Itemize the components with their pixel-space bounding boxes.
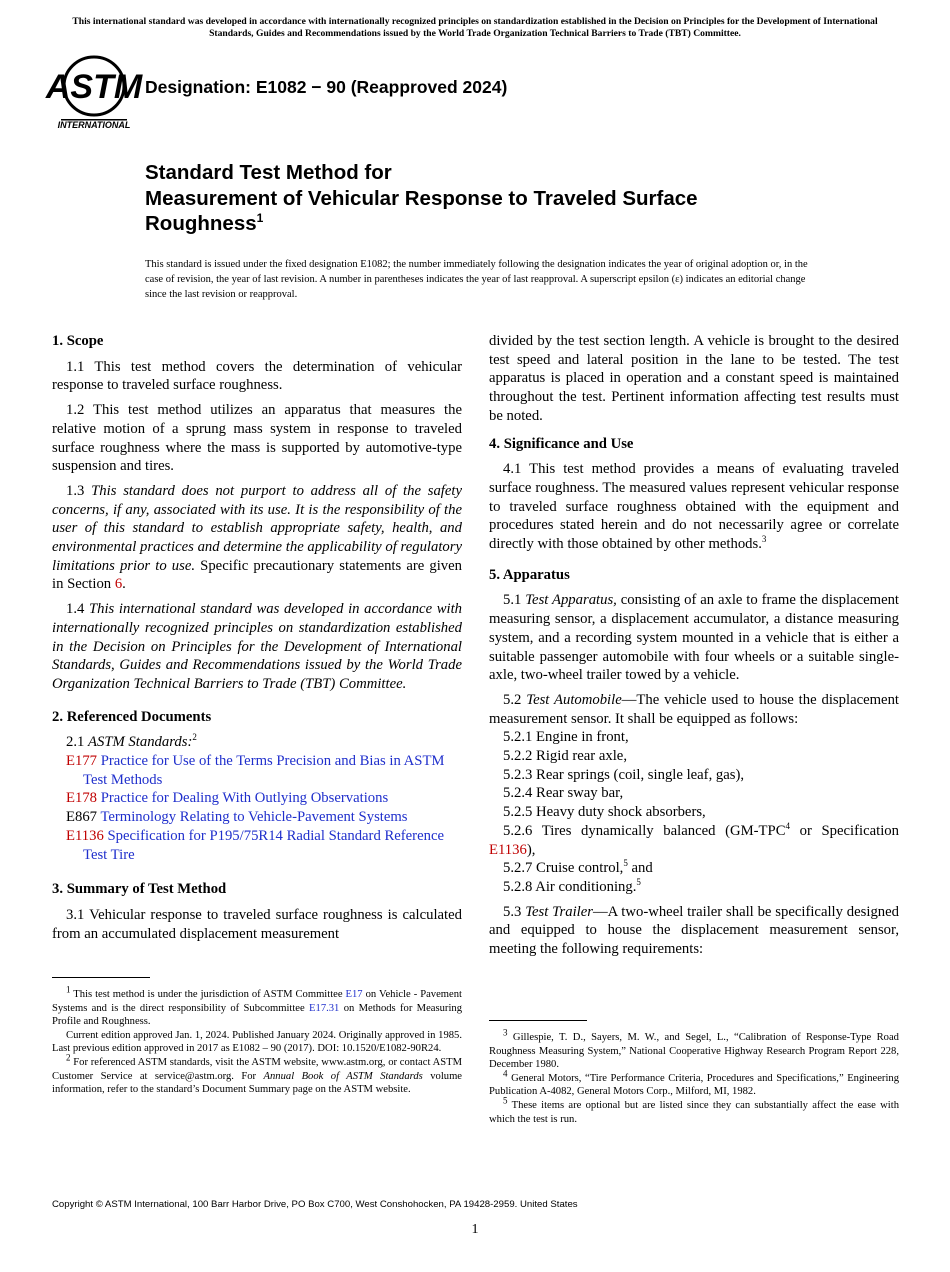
e17-31-link[interactable]: E17.31 <box>309 1002 340 1014</box>
left-column <box>52 332 462 949</box>
page-title <box>145 160 845 237</box>
page-number: 1 <box>471 1222 479 1237</box>
issuance-statement: This standard is issued under the fixed designation E1082; the number immediately following the designation indicates the year of original adoption or, in the case of revision, the year of last revision. A number in parentheses indicates the year of last reapproval. A superscript epsilon (ε) indicates an editorial change since the last revision or reapproval. <box>145 259 808 300</box>
footnotes-left <box>52 984 463 1097</box>
item-5-2-5: 5.2.5 Heavy duty shock absorbers, <box>503 804 706 821</box>
para-1-2: 1.2 This test method utilizes an apparatus that measures the relative motion of a sprung mass system in response to traveled surface roughness where the mass is supported by automotive-type suspension and tires. <box>52 402 462 475</box>
ref-e178[interactable]: E178 Practice for Dealing With Outlying Observations <box>66 790 389 807</box>
section-2-heading: 2. Referenced Documents <box>52 708 212 725</box>
para-5-3: 5.3 Test Trailer—A two-wheel trailer shall be specifically designed and equipped to house the displacement measurement sensor, meeting the following requirements: <box>489 903 900 958</box>
item-5-2-1: 5.2.1 Engine in front, <box>503 729 629 746</box>
para-2-1: 2.1 ASTM Standards:$^2$ <box>66 732 197 751</box>
section-6-link[interactable]: 6 <box>114 576 123 593</box>
copyright-notice: Copyright © ASTM International, 100 Barr Harbor Drive, PO Box C700, West Conshohocken, PA 19428-2959. United States <box>52 1199 578 1210</box>
para-1-1: 1.1 This test method covers the determination of vehicular response to traveled surface roughness. <box>52 358 462 394</box>
para-1-4: 1.4 This international standard was developed in accordance with internationally recognized principles on standardization established in the Decision on Principles for the Development of International Standards, Guides and Recommendations issued by the World Trade Organization Technical Barriers to Trade (TBT) Committee. <box>52 601 462 692</box>
para-5-2: 5.2 Test Automobile—The vehicle used to house the displacement measurement sensor. It shall be equipped as follows: <box>489 691 899 727</box>
standard-notice: This international standard was developed in accordance with internationally recognized principles on standardization established in the Decision on Principles for the Development of International Standards, Guides and Recommendations issued by the World Trade Organization Technical Barriers to Trade (TBT) Committee. <box>72 16 878 39</box>
footnote-2: $^2$ For referenced ASTM standards, visit the ASTM website, www.astm.org, or contact ASTM Customer Service at service@astm.org. For Annual Book of ASTM Standards volume information, refer to the standard’s Document Summary page on the ASTM website. <box>52 1052 463 1096</box>
item-5-2-6: 5.2.6 Tires dynamically balanced (GM-TPC$^4$ or Specification E1136), <box>489 820 899 858</box>
section-1-heading: 1. Scope <box>52 333 104 349</box>
item-5-2-3: 5.2.3 Rear springs (coil, single leaf, gas), <box>503 766 745 783</box>
designation: Designation: E1082 − 90 (Reapproved 2024) <box>145 77 508 97</box>
footnote-4: $^4$ General Motors, “Tire Performance Criteria, Procedures and Specifications,” Engineering Publication A-4082, General Motors Corp., Milford, MI, 1982. <box>489 1068 899 1098</box>
astm-logo <box>45 56 143 132</box>
item-5-2-7: 5.2.7 Cruise control,$^5$ and <box>503 858 653 877</box>
para-5-1: 5.1 Test Apparatus, consisting of an axle to frame the displacement measuring sensor, a displacement accumulator, a distance measuring system, and a recording system mounted in a vehicle that is either a suitable passenger automobile with four wheels or a suitable single-axle, two-wheel trailer towed by a vehicle. <box>489 592 900 684</box>
section-3-heading: 3. Summary of Test Method <box>52 881 227 898</box>
ref-e867[interactable]: E867 Terminology Relating to Vehicle-Pavement Systems <box>66 809 408 826</box>
item-5-2-8: 5.2.8 Air conditioning.$^5$ <box>503 877 641 895</box>
footnotes-right <box>489 1027 899 1126</box>
section-5-heading: 5. Apparatus <box>489 566 570 583</box>
item-5-2-2: 5.2.2 Rigid rear axle, <box>503 748 627 765</box>
title-line-2: Measurement of Vehicular Response to Traveled Surface <box>145 186 698 210</box>
para-1-3: 1.3 This standard does not purport to address all of the safety concerns, if any, associated with its use. It is the responsibility of the user of this standard to establish appropriate safety, health, and environmental practices and determine the applicability of regulatory limitations prior to use. Specific precautionary statements are given in Section 6. <box>52 482 463 593</box>
para-3-1b: divided by the test section length. A vehicle is brought to the desired test speed and lateral position in the lane to be tested. The test apparatus is placed in operation and a constant speed is maintained throughout the test. Pertinent information affecting test results must be noted. <box>489 333 899 424</box>
footnote-3: $^3$ Gillespie, T. D., Sayers, M. W., and Segel, L., “Calibration of Response-Type Road Roughness Measuring System,” National Cooperative Highway Research Program Report 228, December 1980. <box>489 1027 899 1071</box>
footnote-rule-right <box>489 1020 587 1021</box>
title-line-3: Roughness <box>145 212 257 235</box>
e1136-link[interactable]: E1136 <box>489 841 527 858</box>
footnote-1-edition: Current edition approved Jan. 1, 2024. Published January 2024. Originally approved in 1985. Last previous edition approved in 2017 as E1082 – 90 (2017). DOI: 10.1520/E1082-90R24. <box>52 1029 462 1055</box>
section-4-heading: 4. Significance and Use <box>489 435 634 452</box>
footnote-5: $^5$ These items are optional but are listed since they can substantially affect the ease with which the test is run. <box>489 1095 899 1125</box>
right-column <box>489 332 899 965</box>
footnote-rule-left <box>52 977 150 978</box>
para-4-1: 4.1 This test method provides a means of evaluating traveled surface roughness. The measured values represent vehicular response to traveled surface roughness obtained with the equipment and procedures stated herein and do not necessarily agree or correlate directly with those obtained by other methods.$^3$ <box>489 461 899 553</box>
para-3-1a: 3.1 Vehicular response to traveled surface roughness is calculated from an accumulated displacement measurement <box>52 906 462 942</box>
footnote-1: $^1$ This test method is under the jurisdiction of ASTM Committee E17 on Vehicle - Pavement Systems and is the direct responsibility of Subcommittee E17.31 on Methods for Measuring Profile and Roughness. <box>52 984 462 1028</box>
ref-e177[interactable]: E177 Practice for Use of the Terms Precision and Bias in ASTM Test Methods <box>66 753 445 788</box>
svg-text:ASTM: ASTM <box>45 68 143 106</box>
logo-label: INTERNATIONAL <box>57 120 131 130</box>
ref-e1136[interactable]: E1136 Specification for P195/75R14 Radial Standard Reference Test Tire <box>66 827 444 863</box>
e17-link[interactable]: E17 <box>345 989 363 1000</box>
title-footnote-mark: 1 <box>256 211 264 226</box>
item-5-2-4: 5.2.4 Rear sway bar, <box>503 785 624 802</box>
title-line-1: Standard Test Method for <box>145 161 392 184</box>
